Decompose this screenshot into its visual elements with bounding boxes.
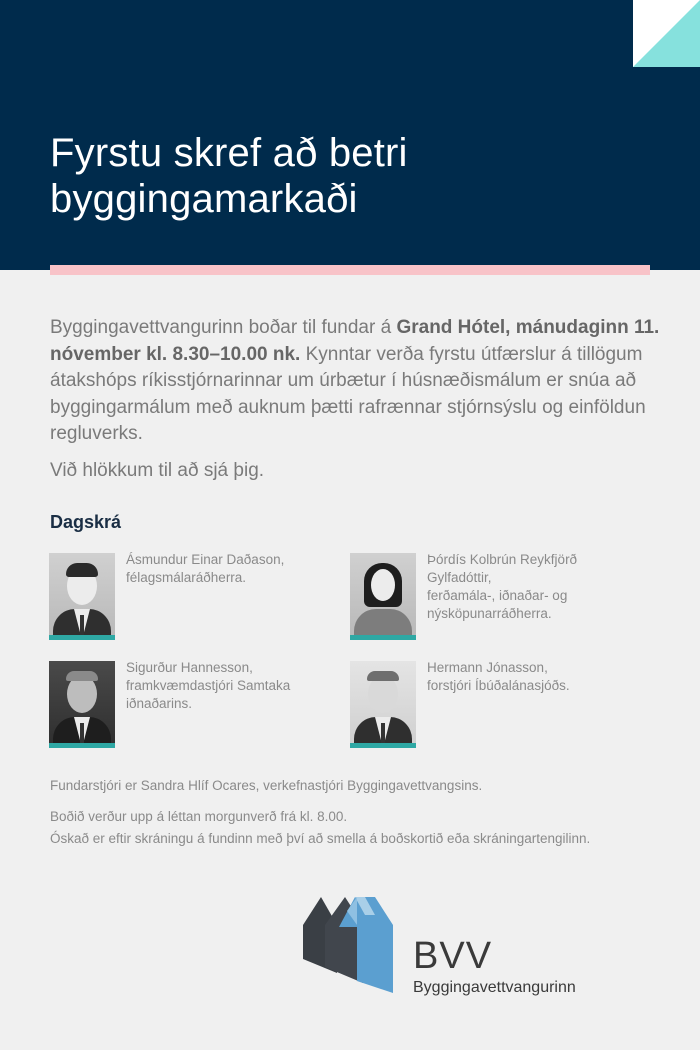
moderator-note: Fundarstjóri er Sandra Hlíf Ocares, verkefnastjóri Byggingavettvangsins. <box>50 778 483 793</box>
corner-fold-accent <box>633 0 700 67</box>
closing-line: Við hlökkum til að sjá þig. <box>50 460 265 481</box>
speaker-role-text: forstjóri Íbúðalánasjóðs. <box>427 678 570 693</box>
speaker-photo <box>49 553 115 640</box>
intro-text-1: Byggingavettvangurinn boðar til fundar á <box>50 317 397 338</box>
speaker-name-text: Sigurður Hannesson, <box>126 660 253 675</box>
title-line-1: Fyrstu skref að betri <box>50 131 408 175</box>
agenda-heading: Dagskrá <box>50 512 122 532</box>
hair-shape <box>367 671 399 681</box>
photo-accent-strip <box>49 635 115 640</box>
intro-bold-venue: Grand Hótel, mánudaginn 11. nóvember kl. 8.30–10.00 nk. <box>50 317 660 365</box>
logo-abbr: BVV <box>413 935 493 977</box>
intro-text-2: Kynntar verða fyrstu útfærslur á tillögum átakshóps ríkisstjórnarinnar um úrbætur í húsnæðismálum er snúa að byggingarmálum með auknum þætti rafrænnar stjórnsýslu og einföldun regluverks. <box>50 343 646 444</box>
bvv-logo-icon <box>303 895 395 995</box>
speaker-name <box>427 659 637 695</box>
photo-accent-strip <box>49 743 115 748</box>
speaker-role-text: félagsmálaráðherra. <box>126 570 247 585</box>
breakfast-note: Boðið verður upp á léttan morgunverð frá kl. 8.00. <box>50 809 348 824</box>
photo-accent-strip <box>350 743 416 748</box>
intro-paragraph <box>50 315 660 448</box>
speaker-photo <box>350 661 416 748</box>
logo-name: Byggingavettvangurinn <box>413 979 576 996</box>
speaker-role-text: framkvæmdastjóri Samtaka iðnaðarins. <box>126 678 291 711</box>
hair-shape <box>66 671 98 681</box>
speaker-name <box>427 551 637 623</box>
hair-shape <box>66 563 98 577</box>
speaker-photo <box>49 661 115 748</box>
speaker-name <box>126 659 336 713</box>
face-shape <box>371 569 395 601</box>
divider-bar <box>50 265 650 275</box>
speaker-name-text: Þórdís Kolbrún Reykfjörð Gylfadóttir, <box>427 552 578 585</box>
speaker-name <box>126 551 336 587</box>
speaker-name-text: Hermann Jónasson, <box>427 660 548 675</box>
photo-accent-strip <box>350 635 416 640</box>
speaker-photo <box>350 553 416 640</box>
page-title <box>50 130 610 222</box>
title-line-2: byggingamarkaði <box>50 177 358 221</box>
speaker-role-text: ferðamála-, iðnaðar- og nýsköpunarráðherra. <box>427 588 568 621</box>
speaker-name-text: Ásmundur Einar Daðason, <box>126 552 285 567</box>
registration-note: Óskað er eftir skráningu á fundinn með því að smella á boðskortið eða skráningartengilinn. <box>50 831 591 846</box>
